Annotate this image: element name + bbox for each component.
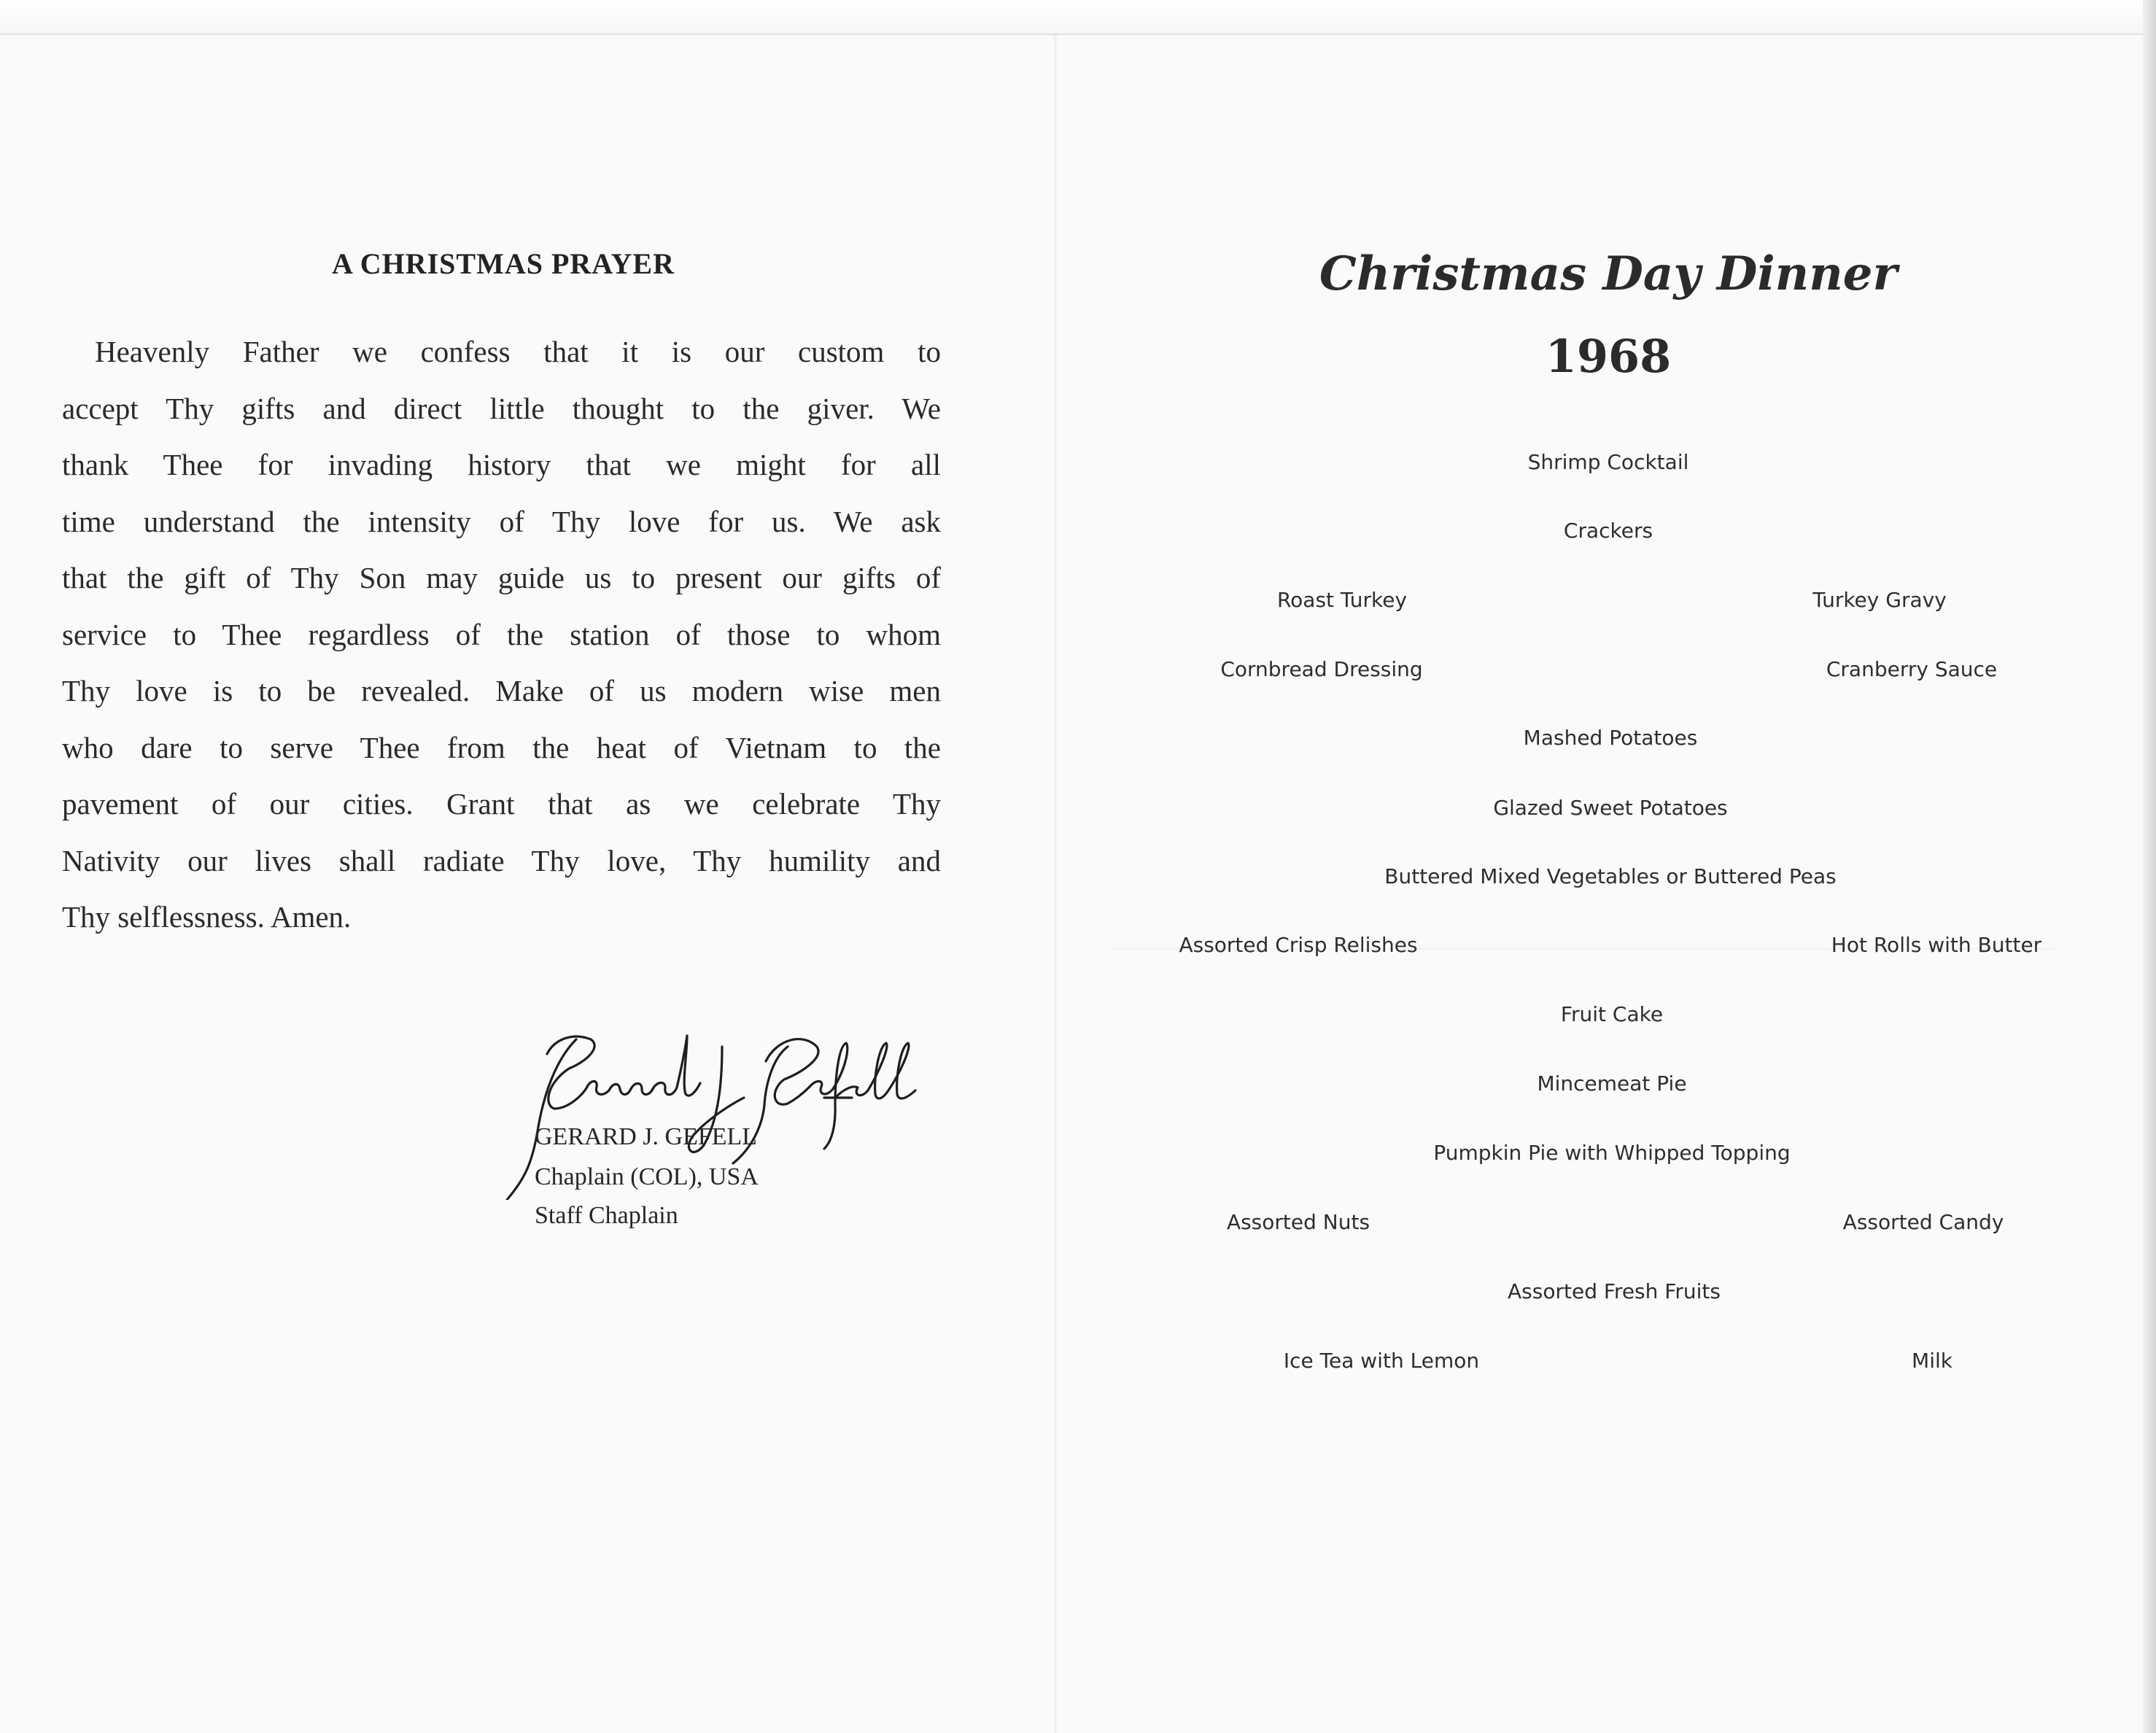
signer-rank: Chaplain (COL), USA — [535, 1163, 759, 1190]
menu-item-pumpkin-pie: Pumpkin Pie with Whipped Topping — [1433, 1141, 1791, 1165]
menu-item-milk: Milk — [1912, 1349, 1953, 1373]
prayer-line: who dare to serve Thee from the heat of Vietnam to the — [62, 731, 941, 764]
menu-item-crackers: Crackers — [1563, 519, 1653, 543]
menu-item-shrimp-cocktail: Shrimp Cocktail — [1527, 450, 1689, 474]
prayer-line: that the gift of Thy Son may guide us to present our gifts of — [62, 561, 941, 594]
prayer-line: Thy selflessness. Amen. — [62, 900, 352, 934]
signer-name: GERARD J. GEFELL — [535, 1123, 758, 1150]
menu-title: Christmas Day Dinner — [1319, 247, 1898, 301]
menu-item-mincemeat-pie: Mincemeat Pie — [1537, 1071, 1687, 1096]
paper-right-edge — [2143, 0, 2156, 1733]
menu-item-fresh-fruits: Assorted Fresh Fruits — [1508, 1279, 1721, 1303]
menu-item-roast-turkey: Roast Turkey — [1276, 588, 1408, 612]
prayer-line: Thy love is to be revealed. Make of us modern wise men — [62, 674, 941, 707]
prayer-line: accept Thy gifts and direct little thought to the giver. We — [62, 392, 941, 425]
prayer-line: Heavenly Father we confess that it is our custom to — [95, 335, 941, 368]
paper-top-edge — [0, 0, 2156, 35]
prayer-line: thank Thee for invading history that we might for all — [62, 448, 941, 481]
menu-item-candy: Assorted Candy — [1842, 1210, 2004, 1234]
prayer-line: pavement of our cities. Grant that as we celebrate Thy — [62, 787, 941, 821]
menu-item-cornbread-dressing: Cornbread Dressing — [1220, 657, 1423, 681]
menu-item-vegetables: Buttered Mixed Vegetables or Buttered Peas — [1384, 864, 1837, 888]
menu-item-mashed-potatoes: Mashed Potatoes — [1523, 726, 1698, 750]
prayer-title: A CHRISTMAS PRAYER — [332, 247, 675, 280]
prayer-line: service to Thee regardless of the station of those to whom — [62, 618, 941, 651]
signer-position: Staff Chaplain — [535, 1202, 678, 1229]
menu-item-hot-rolls: Hot Rolls with Butter — [1831, 933, 2042, 957]
prayer-line: time understand the intensity of Thy love for us. We ask — [62, 505, 941, 538]
menu-item-fruit-cake: Fruit Cake — [1560, 1002, 1664, 1026]
menu-item-cranberry-sauce: Cranberry Sauce — [1826, 657, 1998, 681]
prayer-line: Nativity our lives shall radiate Thy love, Thy humility and — [62, 844, 941, 877]
center-fold — [1053, 34, 1058, 1733]
menu-item-turkey-gravy: Turkey Gravy — [1812, 588, 1947, 612]
menu-item-nuts: Assorted Nuts — [1226, 1210, 1370, 1234]
menu-item-ice-tea: Ice Tea with Lemon — [1283, 1349, 1480, 1373]
menu-item-glazed-sweet-potatoes: Glazed Sweet Potatoes — [1493, 796, 1728, 820]
menu-year: 1968 — [1545, 330, 1672, 383]
menu-item-relishes: Assorted Crisp Relishes — [1179, 933, 1418, 957]
